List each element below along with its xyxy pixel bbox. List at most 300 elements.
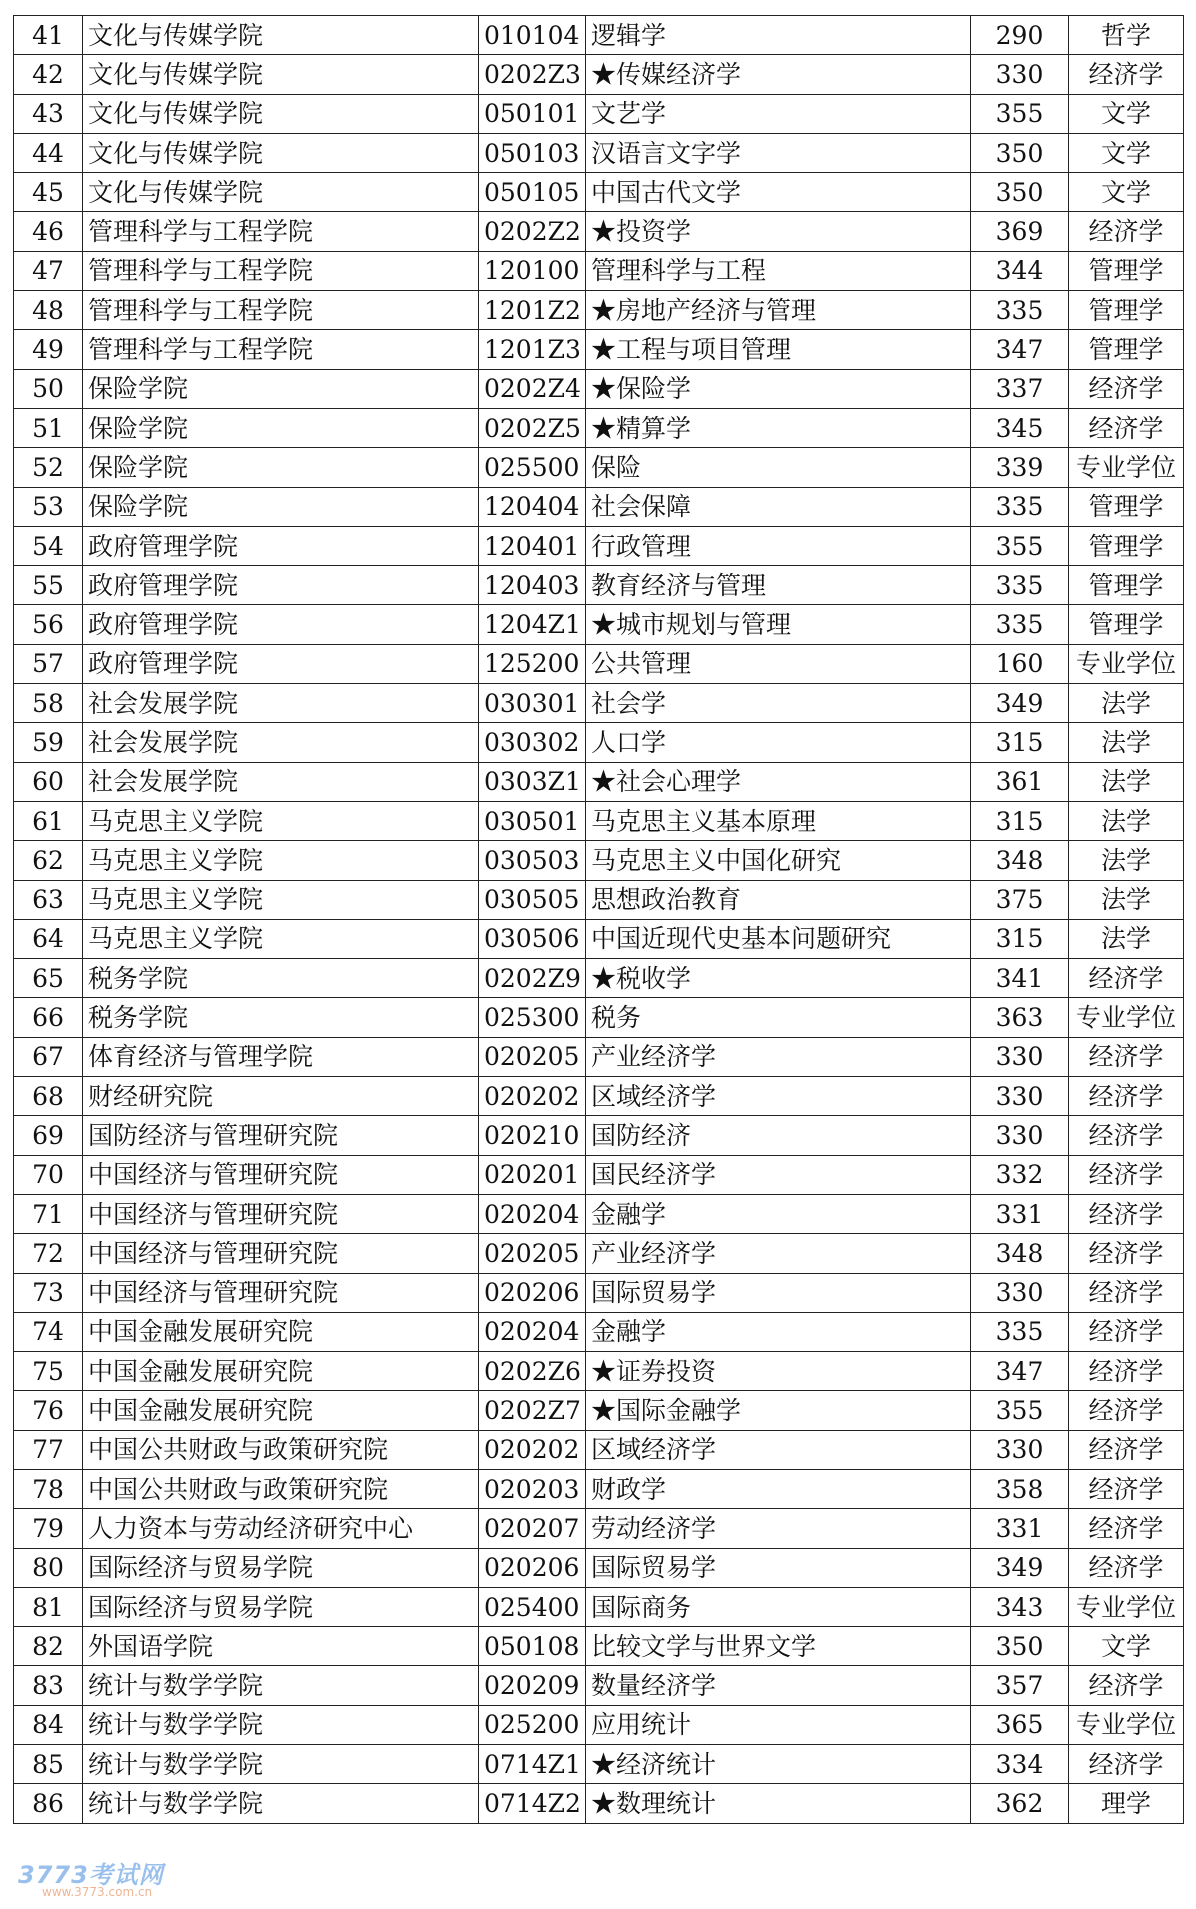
row-number: 53 [14, 487, 83, 526]
major-name-cell: 国际贸易学 [586, 1273, 971, 1312]
major-code-cell: 020202 [479, 1430, 586, 1469]
major-code-cell: 0202Z7 [479, 1391, 586, 1430]
table-row [14, 1194, 1184, 1233]
department-cell: 文化与传媒学院 [83, 173, 479, 212]
row-number: 65 [14, 959, 83, 998]
department-cell: 统计与数学学院 [83, 1705, 479, 1744]
row-number: 57 [14, 644, 83, 683]
category-cell: 经济学 [1069, 55, 1184, 94]
category-cell: 管理学 [1069, 605, 1184, 644]
category-cell: 管理学 [1069, 291, 1184, 330]
category-cell: 经济学 [1069, 1745, 1184, 1784]
score-cell: 355 [971, 1391, 1069, 1430]
department-cell: 马克思主义学院 [83, 841, 479, 880]
department-cell: 政府管理学院 [83, 605, 479, 644]
category-cell: 法学 [1069, 684, 1184, 723]
row-number: 74 [14, 1312, 83, 1351]
table-row [14, 605, 1184, 644]
department-cell: 管理科学与工程学院 [83, 251, 479, 290]
row-number: 45 [14, 173, 83, 212]
category-cell: 法学 [1069, 919, 1184, 958]
major-name-cell: 汉语言文字学 [586, 133, 971, 172]
department-cell: 统计与数学学院 [83, 1784, 479, 1823]
table-row [14, 251, 1184, 290]
major-name-cell: ★房地产经济与管理 [586, 291, 971, 330]
watermark-logo-text: 3773考试网 [18, 1861, 164, 1889]
major-code-cell: 020207 [479, 1509, 586, 1548]
major-code-cell: 030301 [479, 684, 586, 723]
major-name-cell: 保险 [586, 448, 971, 487]
major-name-cell: ★数理统计 [586, 1784, 971, 1823]
major-code-cell: 0202Z2 [479, 212, 586, 251]
table-row [14, 1430, 1184, 1469]
row-number: 71 [14, 1194, 83, 1233]
row-number: 50 [14, 369, 83, 408]
score-cell: 341 [971, 959, 1069, 998]
table-row [14, 1587, 1184, 1626]
major-name-cell: 产业经济学 [586, 1037, 971, 1076]
category-cell: 文学 [1069, 1627, 1184, 1666]
category-cell: 法学 [1069, 801, 1184, 840]
score-cell: 332 [971, 1155, 1069, 1194]
major-code-cell: 020202 [479, 1077, 586, 1116]
category-cell: 经济学 [1069, 1430, 1184, 1469]
department-cell: 马克思主义学院 [83, 919, 479, 958]
row-number: 49 [14, 330, 83, 369]
major-name-cell: ★证券投资 [586, 1352, 971, 1391]
table-row [14, 16, 1184, 55]
department-cell: 中国金融发展研究院 [83, 1352, 479, 1391]
major-name-cell: 文艺学 [586, 94, 971, 133]
category-cell: 经济学 [1069, 1194, 1184, 1233]
major-code-cell: 0202Z4 [479, 369, 586, 408]
department-cell: 中国经济与管理研究院 [83, 1194, 479, 1233]
major-code-cell: 020206 [479, 1273, 586, 1312]
department-cell: 保险学院 [83, 448, 479, 487]
category-cell: 管理学 [1069, 330, 1184, 369]
row-number: 82 [14, 1627, 83, 1666]
table-row [14, 841, 1184, 880]
category-cell: 专业学位 [1069, 448, 1184, 487]
table-row [14, 487, 1184, 526]
major-code-cell: 020209 [479, 1666, 586, 1705]
row-number: 70 [14, 1155, 83, 1194]
score-cell: 335 [971, 605, 1069, 644]
major-name-cell: ★社会心理学 [586, 762, 971, 801]
major-code-cell: 030506 [479, 919, 586, 958]
major-name-cell: ★税收学 [586, 959, 971, 998]
major-name-cell: 劳动经济学 [586, 1509, 971, 1548]
major-code-cell: 0202Z5 [479, 408, 586, 447]
row-number: 80 [14, 1548, 83, 1587]
department-cell: 中国金融发展研究院 [83, 1312, 479, 1351]
category-cell: 经济学 [1069, 1548, 1184, 1587]
category-cell: 经济学 [1069, 1352, 1184, 1391]
category-cell: 经济学 [1069, 369, 1184, 408]
category-cell: 经济学 [1069, 959, 1184, 998]
table-row [14, 919, 1184, 958]
score-cell: 363 [971, 998, 1069, 1037]
table-row [14, 762, 1184, 801]
major-name-cell: 马克思主义中国化研究 [586, 841, 971, 880]
table-row [14, 1037, 1184, 1076]
major-name-cell: 思想政治教育 [586, 880, 971, 919]
major-code-cell: 020203 [479, 1469, 586, 1508]
score-cell: 335 [971, 1312, 1069, 1351]
score-cell: 330 [971, 1430, 1069, 1469]
row-number: 56 [14, 605, 83, 644]
major-code-cell: 1204Z1 [479, 605, 586, 644]
table-row [14, 1312, 1184, 1351]
table-row [14, 330, 1184, 369]
table-row [14, 55, 1184, 94]
row-number: 68 [14, 1077, 83, 1116]
major-code-cell: 030503 [479, 841, 586, 880]
major-name-cell: ★保险学 [586, 369, 971, 408]
major-name-cell: 社会学 [586, 684, 971, 723]
category-cell: 专业学位 [1069, 1587, 1184, 1626]
row-number: 52 [14, 448, 83, 487]
major-code-cell: 025400 [479, 1587, 586, 1626]
major-code-cell: 020210 [479, 1116, 586, 1155]
score-cell: 350 [971, 133, 1069, 172]
major-code-cell: 025200 [479, 1705, 586, 1744]
score-table [13, 15, 1184, 1824]
category-cell: 经济学 [1069, 212, 1184, 251]
row-number: 46 [14, 212, 83, 251]
major-code-cell: 030505 [479, 880, 586, 919]
major-name-cell: 国际贸易学 [586, 1548, 971, 1587]
category-cell: 管理学 [1069, 251, 1184, 290]
major-code-cell: 125200 [479, 644, 586, 683]
department-cell: 中国经济与管理研究院 [83, 1155, 479, 1194]
major-name-cell: ★国际金融学 [586, 1391, 971, 1430]
department-cell: 保险学院 [83, 408, 479, 447]
row-number: 85 [14, 1745, 83, 1784]
table-row [14, 1509, 1184, 1548]
category-cell: 专业学位 [1069, 1705, 1184, 1744]
major-code-cell: 120404 [479, 487, 586, 526]
row-number: 79 [14, 1509, 83, 1548]
row-number: 76 [14, 1391, 83, 1430]
category-cell: 文学 [1069, 94, 1184, 133]
row-number: 62 [14, 841, 83, 880]
row-number: 63 [14, 880, 83, 919]
row-number: 42 [14, 55, 83, 94]
score-cell: 331 [971, 1194, 1069, 1233]
row-number: 58 [14, 684, 83, 723]
category-cell: 理学 [1069, 1784, 1184, 1823]
row-number: 66 [14, 998, 83, 1037]
row-number: 44 [14, 133, 83, 172]
category-cell: 管理学 [1069, 487, 1184, 526]
department-cell: 国防经济与管理研究院 [83, 1116, 479, 1155]
category-cell: 经济学 [1069, 1077, 1184, 1116]
category-cell: 法学 [1069, 880, 1184, 919]
department-cell: 政府管理学院 [83, 644, 479, 683]
table-row [14, 369, 1184, 408]
row-number: 69 [14, 1116, 83, 1155]
score-cell: 315 [971, 723, 1069, 762]
department-cell: 文化与传媒学院 [83, 133, 479, 172]
major-code-cell: 120100 [479, 251, 586, 290]
department-cell: 统计与数学学院 [83, 1745, 479, 1784]
category-cell: 经济学 [1069, 1469, 1184, 1508]
department-cell: 政府管理学院 [83, 526, 479, 565]
table-row [14, 133, 1184, 172]
major-name-cell: 公共管理 [586, 644, 971, 683]
row-number: 51 [14, 408, 83, 447]
category-cell: 文学 [1069, 173, 1184, 212]
score-cell: 334 [971, 1745, 1069, 1784]
major-name-cell: 马克思主义基本原理 [586, 801, 971, 840]
score-cell: 355 [971, 526, 1069, 565]
row-number: 86 [14, 1784, 83, 1823]
table-row [14, 1784, 1184, 1823]
table-row [14, 1234, 1184, 1273]
major-name-cell: 财政学 [586, 1469, 971, 1508]
major-code-cell: 010104 [479, 16, 586, 55]
major-code-cell: 020201 [479, 1155, 586, 1194]
score-cell: 344 [971, 251, 1069, 290]
major-name-cell: 教育经济与管理 [586, 566, 971, 605]
department-cell: 保险学院 [83, 487, 479, 526]
category-cell: 法学 [1069, 841, 1184, 880]
row-number: 64 [14, 919, 83, 958]
major-code-cell: 050108 [479, 1627, 586, 1666]
watermark-logo [18, 1855, 183, 1903]
major-code-cell: 120401 [479, 526, 586, 565]
score-cell: 365 [971, 1705, 1069, 1744]
department-cell: 中国经济与管理研究院 [83, 1234, 479, 1273]
major-code-cell: 020204 [479, 1312, 586, 1351]
table-row [14, 1627, 1184, 1666]
category-cell: 法学 [1069, 723, 1184, 762]
major-code-cell: 0714Z2 [479, 1784, 586, 1823]
table-row [14, 684, 1184, 723]
score-cell: 337 [971, 369, 1069, 408]
score-cell: 343 [971, 1587, 1069, 1626]
department-cell: 中国经济与管理研究院 [83, 1273, 479, 1312]
row-number: 81 [14, 1587, 83, 1626]
department-cell: 财经研究院 [83, 1077, 479, 1116]
major-name-cell: 国际商务 [586, 1587, 971, 1626]
table-row [14, 1469, 1184, 1508]
major-name-cell: 金融学 [586, 1312, 971, 1351]
category-cell: 经济学 [1069, 1234, 1184, 1273]
major-name-cell: 行政管理 [586, 526, 971, 565]
category-cell: 经济学 [1069, 1312, 1184, 1351]
major-code-cell: 120403 [479, 566, 586, 605]
row-number: 60 [14, 762, 83, 801]
major-code-cell: 025300 [479, 998, 586, 1037]
score-cell: 350 [971, 1627, 1069, 1666]
department-cell: 国际经济与贸易学院 [83, 1548, 479, 1587]
department-cell: 管理科学与工程学院 [83, 212, 479, 251]
category-cell: 管理学 [1069, 566, 1184, 605]
major-code-cell: 0202Z9 [479, 959, 586, 998]
row-number: 48 [14, 291, 83, 330]
score-cell: 348 [971, 1234, 1069, 1273]
table-row [14, 1273, 1184, 1312]
score-cell: 330 [971, 1116, 1069, 1155]
score-cell: 160 [971, 644, 1069, 683]
department-cell: 文化与传媒学院 [83, 55, 479, 94]
department-cell: 税务学院 [83, 959, 479, 998]
table-row [14, 723, 1184, 762]
table-row [14, 1548, 1184, 1587]
row-number: 43 [14, 94, 83, 133]
department-cell: 中国公共财政与政策研究院 [83, 1469, 479, 1508]
department-cell: 政府管理学院 [83, 566, 479, 605]
major-code-cell: 020204 [479, 1194, 586, 1233]
score-cell: 349 [971, 684, 1069, 723]
table-row [14, 959, 1184, 998]
score-cell: 335 [971, 566, 1069, 605]
table-row [14, 173, 1184, 212]
score-cell: 362 [971, 1784, 1069, 1823]
table-row [14, 1077, 1184, 1116]
score-cell: 355 [971, 94, 1069, 133]
major-name-cell: 中国古代文学 [586, 173, 971, 212]
row-number: 73 [14, 1273, 83, 1312]
row-number: 55 [14, 566, 83, 605]
category-cell: 文学 [1069, 133, 1184, 172]
table-row [14, 94, 1184, 133]
major-name-cell: 金融学 [586, 1194, 971, 1233]
score-table-body [14, 16, 1184, 1824]
category-cell: 专业学位 [1069, 644, 1184, 683]
department-cell: 文化与传媒学院 [83, 94, 479, 133]
row-number: 61 [14, 801, 83, 840]
row-number: 41 [14, 16, 83, 55]
category-cell: 经济学 [1069, 408, 1184, 447]
table-row [14, 212, 1184, 251]
table-row [14, 526, 1184, 565]
major-name-cell: 税务 [586, 998, 971, 1037]
table-row [14, 1116, 1184, 1155]
row-number: 83 [14, 1666, 83, 1705]
department-cell: 税务学院 [83, 998, 479, 1037]
table-row [14, 1155, 1184, 1194]
row-number: 59 [14, 723, 83, 762]
major-name-cell: 管理科学与工程 [586, 251, 971, 290]
score-cell: 358 [971, 1469, 1069, 1508]
score-cell: 339 [971, 448, 1069, 487]
score-cell: 348 [971, 841, 1069, 880]
table-row [14, 1705, 1184, 1744]
major-code-cell: 020206 [479, 1548, 586, 1587]
table-row [14, 291, 1184, 330]
major-name-cell: 中国近现代史基本问题研究 [586, 919, 971, 958]
major-code-cell: 050103 [479, 133, 586, 172]
score-cell: 335 [971, 487, 1069, 526]
department-cell: 马克思主义学院 [83, 801, 479, 840]
table-row [14, 448, 1184, 487]
table-row [14, 1391, 1184, 1430]
major-name-cell: 国民经济学 [586, 1155, 971, 1194]
table-row [14, 1745, 1184, 1784]
category-cell: 管理学 [1069, 526, 1184, 565]
score-cell: 350 [971, 173, 1069, 212]
category-cell: 哲学 [1069, 16, 1184, 55]
department-cell: 保险学院 [83, 369, 479, 408]
department-cell: 文化与传媒学院 [83, 16, 479, 55]
major-code-cell: 0714Z1 [479, 1745, 586, 1784]
table-row [14, 408, 1184, 447]
table-row [14, 1352, 1184, 1391]
major-code-cell: 0303Z1 [479, 762, 586, 801]
score-cell: 335 [971, 291, 1069, 330]
category-cell: 经济学 [1069, 1037, 1184, 1076]
major-name-cell: 区域经济学 [586, 1430, 971, 1469]
score-cell: 347 [971, 330, 1069, 369]
major-code-cell: 030302 [479, 723, 586, 762]
major-code-cell: 030501 [479, 801, 586, 840]
department-cell: 统计与数学学院 [83, 1666, 479, 1705]
table-row [14, 644, 1184, 683]
score-cell: 330 [971, 1037, 1069, 1076]
department-cell: 社会发展学院 [83, 723, 479, 762]
department-cell: 管理科学与工程学院 [83, 330, 479, 369]
row-number: 67 [14, 1037, 83, 1076]
score-cell: 361 [971, 762, 1069, 801]
major-code-cell: 020205 [479, 1037, 586, 1076]
score-cell: 357 [971, 1666, 1069, 1705]
score-cell: 375 [971, 880, 1069, 919]
score-cell: 290 [971, 16, 1069, 55]
row-number: 77 [14, 1430, 83, 1469]
table-row [14, 998, 1184, 1037]
score-cell: 330 [971, 1273, 1069, 1312]
score-cell: 345 [971, 408, 1069, 447]
table-row [14, 880, 1184, 919]
major-name-cell: ★投资学 [586, 212, 971, 251]
score-cell: 347 [971, 1352, 1069, 1391]
major-name-cell: ★工程与项目管理 [586, 330, 971, 369]
row-number: 75 [14, 1352, 83, 1391]
major-code-cell: 050105 [479, 173, 586, 212]
category-cell: 经济学 [1069, 1391, 1184, 1430]
category-cell: 经济学 [1069, 1509, 1184, 1548]
major-name-cell: 比较文学与世界文学 [586, 1627, 971, 1666]
category-cell: 专业学位 [1069, 998, 1184, 1037]
major-code-cell: 1201Z2 [479, 291, 586, 330]
score-cell: 331 [971, 1509, 1069, 1548]
major-name-cell: ★传媒经济学 [586, 55, 971, 94]
category-cell: 法学 [1069, 762, 1184, 801]
row-number: 54 [14, 526, 83, 565]
major-name-cell: 数量经济学 [586, 1666, 971, 1705]
score-cell: 369 [971, 212, 1069, 251]
department-cell: 中国金融发展研究院 [83, 1391, 479, 1430]
watermark-url: www.3773.com.cn [42, 1885, 153, 1899]
table-row [14, 1666, 1184, 1705]
score-cell: 315 [971, 919, 1069, 958]
major-name-cell: ★经济统计 [586, 1745, 971, 1784]
major-code-cell: 050101 [479, 94, 586, 133]
major-name-cell: 国防经济 [586, 1116, 971, 1155]
department-cell: 管理科学与工程学院 [83, 291, 479, 330]
department-cell: 体育经济与管理学院 [83, 1037, 479, 1076]
major-name-cell: ★精算学 [586, 408, 971, 447]
major-code-cell: 1201Z3 [479, 330, 586, 369]
score-cell: 330 [971, 1077, 1069, 1116]
major-name-cell: ★城市规划与管理 [586, 605, 971, 644]
major-code-cell: 025500 [479, 448, 586, 487]
department-cell: 马克思主义学院 [83, 880, 479, 919]
department-cell: 社会发展学院 [83, 762, 479, 801]
